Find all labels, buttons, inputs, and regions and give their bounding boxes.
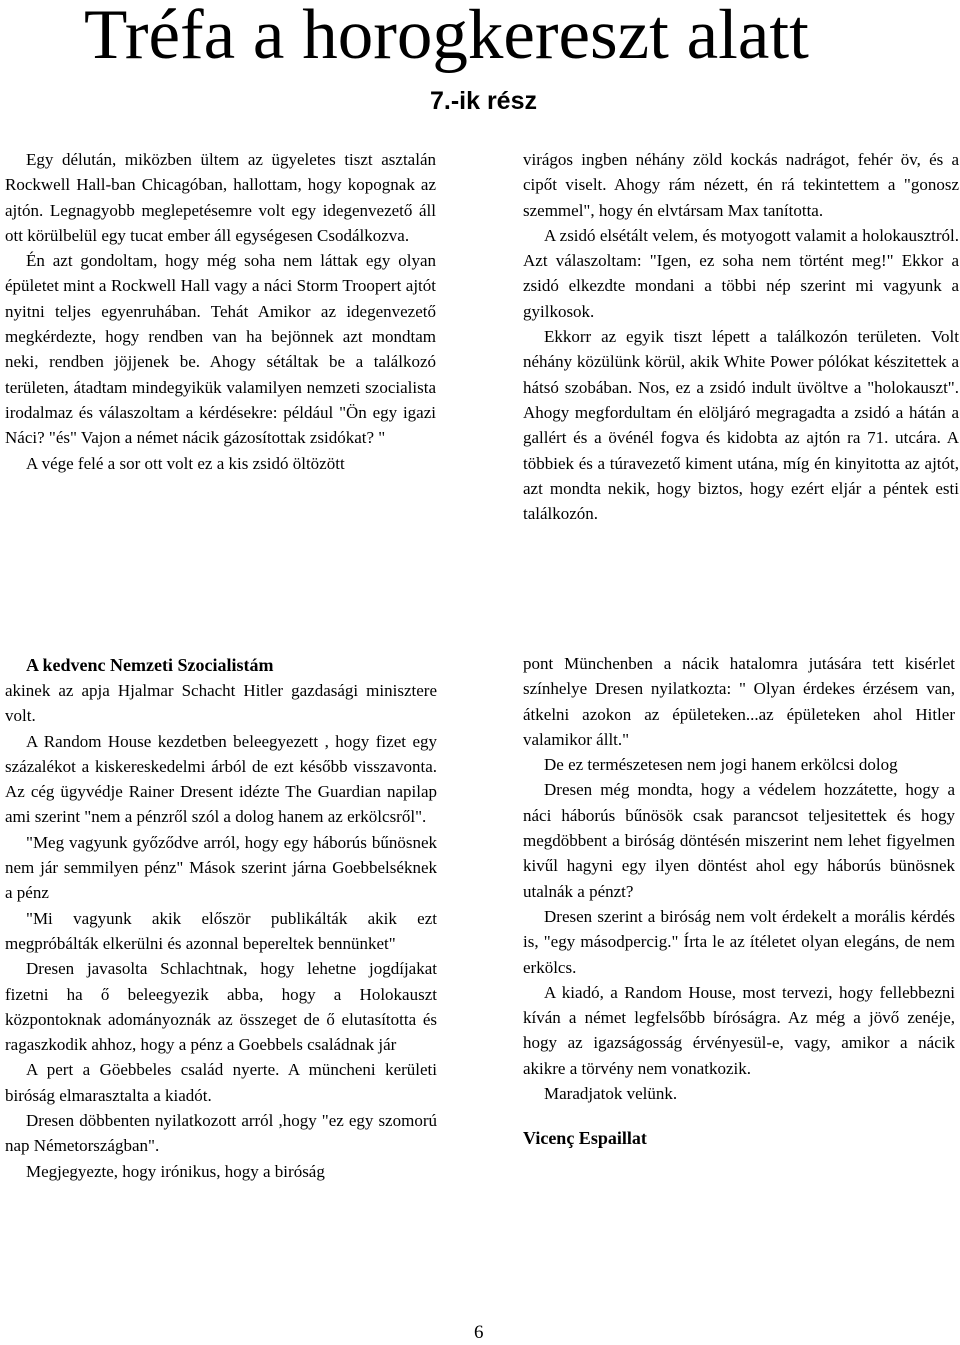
paragraph: Dresen döbbenten nyilatkozott arról ,hogy "ez egy szomorú nap Németországban". bbox=[5, 1111, 437, 1156]
paragraph: A vége felé a sor ott volt ez a kis zsidó öltözött bbox=[26, 453, 345, 473]
section-heading: A kedvenc Nemzeti Szocialistám bbox=[26, 655, 274, 675]
paragraph: A pert a Göebbeles család nyerte. A müncheni kerületi biróság elmarasztalta a kiadót. bbox=[5, 1060, 437, 1105]
paragraph: akinek az apja Hjalmar Schacht Hitler gazdasági minisztere volt. bbox=[5, 681, 437, 726]
paragraph: "Mi vagyunk akik először publikálták akik ezt megpróbálták elkerülni és azonnal bepereltek bennünket" bbox=[5, 908, 437, 953]
paragraph: A kiadó, a Random House, most tervezi, hogy fellebbezni kíván a német legfelsőbb bíróságra. Az még a jövő zenéje, hogy az igazságosság érvényesül-e, vagy, amikor a nácik akikre a törvény nem vonatkozik. bbox=[523, 982, 955, 1078]
paragraph: "Meg vagyunk győződve arról, hogy egy háborús bűnösnek nem jár semmilyen pénz" Mások szerint járna Goebbelséknek a pénz bbox=[5, 832, 437, 903]
author-signature: Vicenç Espaillat bbox=[523, 1128, 647, 1149]
paragraph: Dresen még mondta, hogy a védelem hozzátette, hogy a náci háborús bűnösök csak parancsot teljesitettek és hogy megdöbbent a biróság döntésén miszerint nem lehet figyelmen kivűl hagyni egy ilyen döntést ahol egy háborús bünösnek utalnák a pénzt? bbox=[523, 780, 955, 901]
paragraph: Dresen javasolta Schlachtnak, hogy lehetne jogdíjakat fizetni ha ő beleegyezik abba, hogy a Holokauszt központoknak adományoznák az összeget de ő elutasította és ragaszkodik ahhoz, hogy a pénz a Goebbels családnak jár bbox=[5, 959, 437, 1055]
article2-column-right bbox=[523, 651, 955, 1151]
page-number: 6 bbox=[474, 1322, 484, 1343]
paragraph: Én azt gondoltam, hogy még soha nem láttak egy olyan épületet mint a Rockwell Hall vagy a náci Storm Troopert ajtót nyitni teljes egyenruhában. Tehát Amikor az idegenvezető megkérdezte, hogy rendben van ha bejönnek azt mondtam neki, rendben jöjjenek be. Ahogy sétáltak be a találkozó területen, átadtam mindegyikük valamilyen nemzeti szocialista irodalmaz és válaszoltam a kérdésekre: például "Ön egy igazi Náci? "és" Vajon a német nácik gázosítottak zsidókat? " bbox=[5, 251, 436, 448]
paragraph: pont Münchenben a nácik hatalomra jutására tett kisérlet színhelye Dresen nyilatkozta: " Olyan érdekes érzésem van, átkelni azokon az épületeken...az épületeken ahol Hitler valamikor állt." bbox=[523, 654, 955, 749]
paragraph: A zsidó elsétált velem, és motyogott valamit a holokausztról. Azt válaszoltam: "Igen, ez soha nem történt meg!" Ekkor a zsidó elkezdte mondani a többi nép szerint mi vagyunk a gyilkosok. bbox=[523, 225, 959, 321]
paragraph: Megjegyezte, hogy irónikus, hogy a biróság bbox=[26, 1161, 325, 1181]
paragraph: virágos ingben néhány zöld kockás nadrágot, fehér öv, és a cipőt viselt. Ahogy rám nézett, én rá tekintettem a "gonosz szemmel", hogy én elvtársam Max tanította. bbox=[523, 150, 959, 220]
paragraph: Ekkorr az egyik tiszt lépett a találkozón területen. Volt néhány közülünk körül, akik White Power pólókat készitettek a hátsó szobában. Nos, ez a zsidó indult üvöltve a "holokauszt". Ahogy megfordultam én elöljáró megragadta a zsidó a hátán a gallért és a övénél fogva és kidobta az ajtón ra 71. utcára. A többiek és a túravezető kiment utána, míg én kinyitotta az ajtót, azt mondta nekik, hogy biztos, hogy ezért eljár a péntek esti találkozón. bbox=[523, 327, 959, 524]
article1-column-left bbox=[5, 147, 436, 476]
article2-column-left bbox=[5, 653, 437, 1184]
article-part-label: 7.-ik rész bbox=[429, 87, 537, 115]
paragraph: De ez természetesen nem jogi hanem erkölcsi dolog bbox=[544, 755, 898, 775]
paragraph: Maradjatok velünk. bbox=[544, 1084, 678, 1104]
paragraph: Egy délután, miközben ültem az ügyeletes tiszt asztalán Rockwell Hall-ban Chicagóban, hallottam, hogy kopognak az ajtón. Legnagyobb meglepetésemre volt egy idegenvezető áll ott körülbelül egy tucat ember áll egységesen Csodálkozva. bbox=[5, 150, 436, 245]
paragraph: Dresen szerint a biróság nem volt érdekelt a morális kérdés is, "egy másodpercig." Írta le az ítéletet olyan elegáns, de nem erkölcs. bbox=[523, 906, 955, 977]
paragraph: A Random House kezdetben beleegyezett , hogy fizet egy százalékot a kiskereskedelmi árból de ezt később visszavonta. Az cég ügyvédje Rainer Dresent idézte The Guardian napilap ami szerint "nem a pénzről szól a dolog hanem az erkölcsről". bbox=[5, 731, 437, 827]
article1-column-right bbox=[523, 147, 959, 526]
article-title: Tréfa a horogkereszt alatt bbox=[84, 0, 809, 74]
